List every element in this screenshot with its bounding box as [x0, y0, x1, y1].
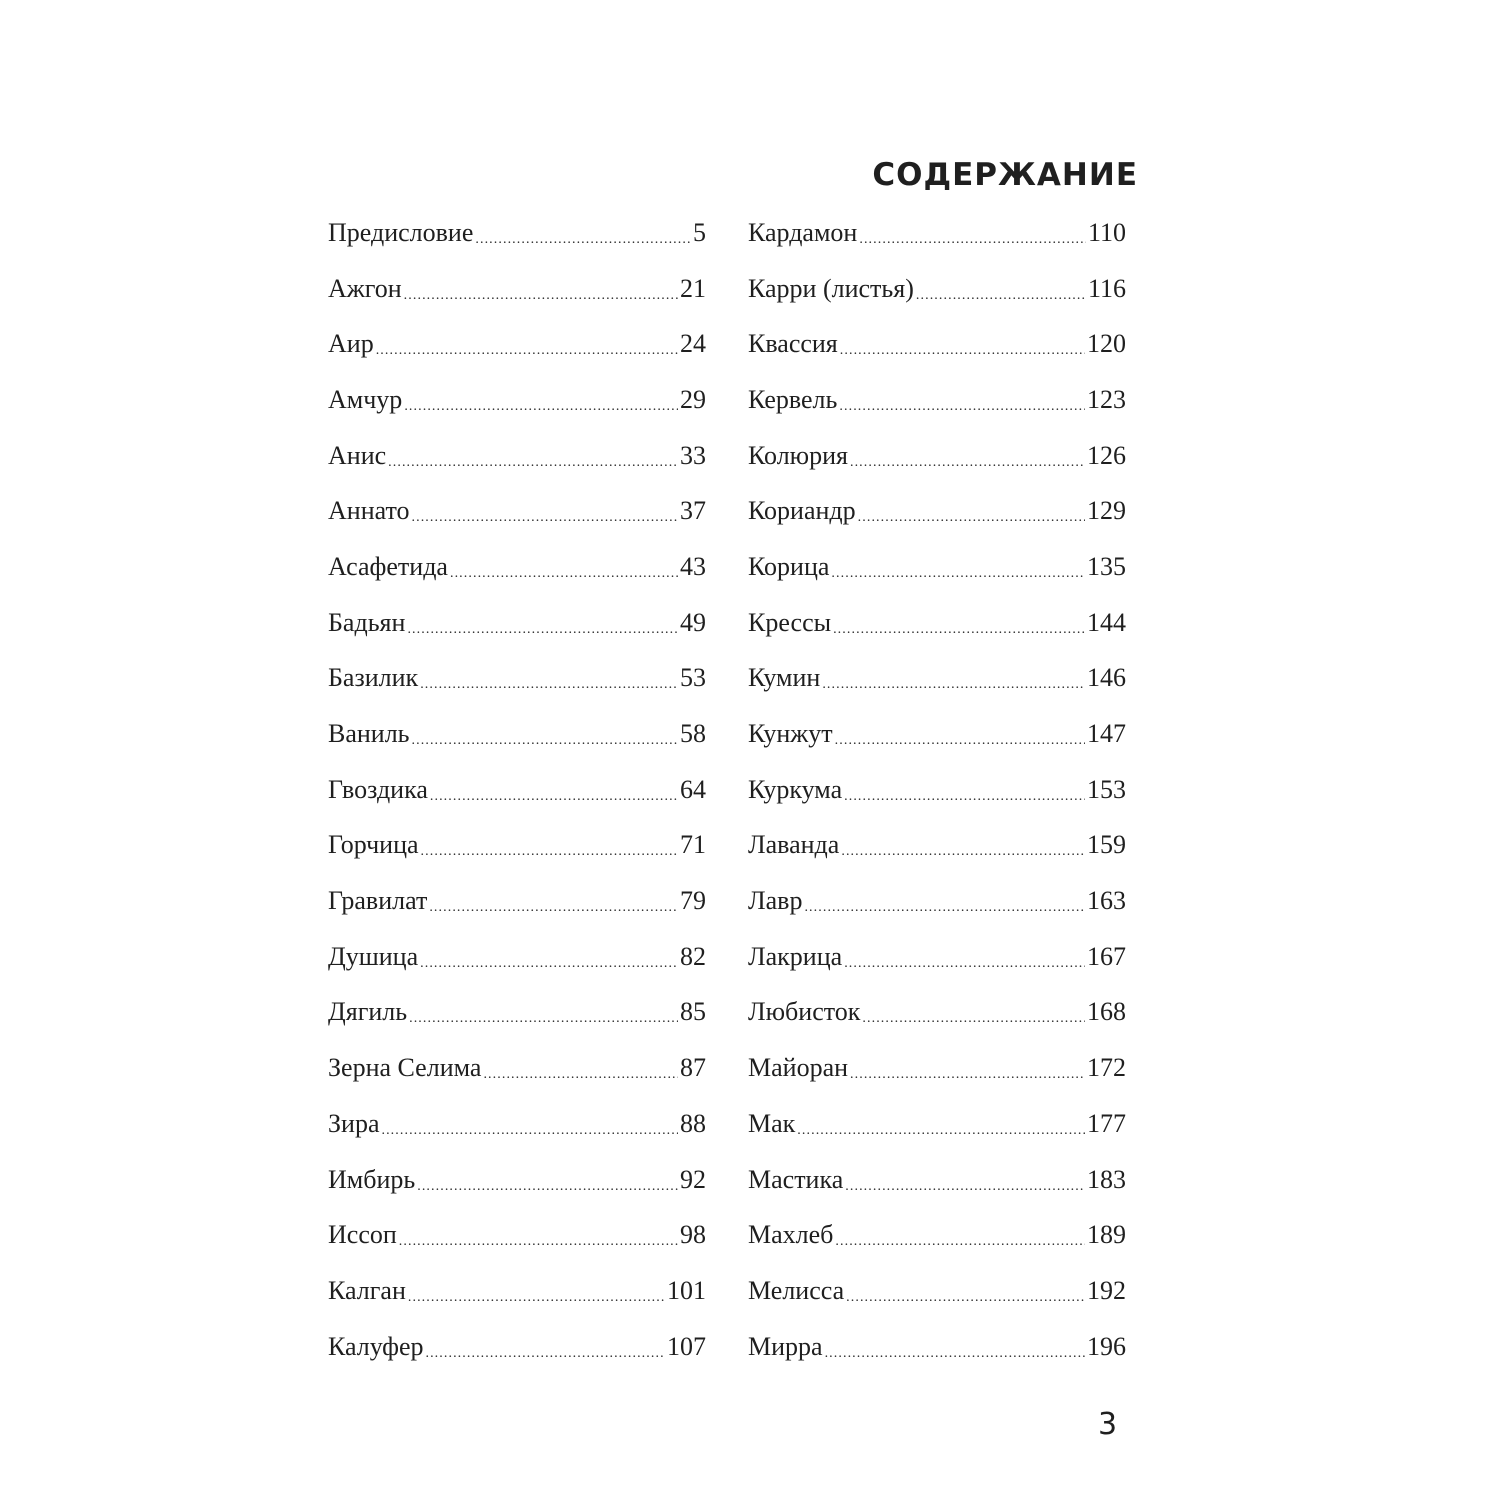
entry-page-number: 146	[1087, 663, 1126, 693]
dot-leader	[409, 999, 678, 1029]
toc-entry[interactable]	[748, 1040, 1126, 1096]
dot-leader	[835, 1222, 1085, 1252]
entry-page-number: 29	[680, 384, 706, 414]
entry-page-number: 98	[680, 1220, 706, 1250]
dot-leader	[862, 999, 1085, 1029]
entry-title: Любисток	[748, 997, 861, 1027]
dot-leader	[376, 331, 678, 361]
dot-leader	[475, 220, 691, 250]
entry-title: Кориандр	[748, 496, 856, 526]
toc-entry[interactable]	[328, 873, 706, 929]
dot-leader	[388, 443, 678, 473]
entry-title: Гвоздика	[328, 774, 428, 804]
dot-leader	[450, 554, 678, 584]
entry-title: Мастика	[748, 1164, 844, 1194]
entry-title: Мелисса	[748, 1275, 845, 1305]
dot-leader	[840, 331, 1085, 361]
entry-page-number: 37	[680, 496, 706, 526]
entry-title: Базилик	[328, 663, 419, 693]
entry-page-number: 177	[1087, 1108, 1126, 1138]
toc-entry[interactable]	[328, 483, 706, 539]
entry-page-number: 153	[1087, 774, 1126, 804]
entry-page-number: 167	[1087, 941, 1126, 971]
toc-entry[interactable]	[328, 1207, 706, 1263]
toc-entry[interactable]	[748, 873, 1126, 929]
toc-entry[interactable]	[748, 316, 1126, 372]
entry-title: Зерна Селима	[328, 1053, 482, 1083]
entry-title: Кервель	[748, 384, 838, 414]
toc-entry[interactable]	[328, 1096, 706, 1152]
entry-title: Квассия	[748, 329, 838, 359]
dot-leader	[381, 1111, 678, 1141]
dot-leader	[412, 498, 679, 528]
entry-title: Аир	[328, 329, 374, 359]
dot-leader	[420, 944, 678, 974]
entry-page-number: 71	[680, 830, 706, 860]
entry-page-number: 123	[1087, 384, 1126, 414]
entry-title: Лавр	[748, 886, 803, 916]
dot-leader	[430, 777, 678, 807]
entry-page-number: 159	[1087, 830, 1126, 860]
dot-leader	[425, 1334, 665, 1364]
dot-leader	[850, 1055, 1085, 1085]
toc-entry[interactable]	[748, 818, 1126, 874]
entry-page-number: 107	[667, 1331, 706, 1361]
toc-entry[interactable]	[748, 261, 1126, 317]
entry-page-number: 183	[1087, 1164, 1126, 1194]
dot-leader	[844, 944, 1085, 974]
dot-leader	[844, 777, 1085, 807]
entry-title: Колюрия	[748, 440, 848, 470]
toc-entry[interactable]	[328, 1263, 706, 1319]
toc-entry[interactable]	[328, 706, 706, 762]
toc-entry[interactable]	[328, 595, 706, 651]
dot-leader	[845, 1167, 1085, 1197]
entry-title: Кардамон	[748, 217, 858, 247]
entry-title: Предисловие	[328, 217, 474, 247]
entry-page-number: 101	[667, 1275, 706, 1305]
entry-title: Лакрица	[748, 941, 843, 971]
entry-page-number: 82	[680, 941, 706, 971]
entry-page-number: 21	[680, 273, 706, 303]
entry-page-number: 168	[1087, 997, 1126, 1027]
toc-entry[interactable]	[328, 428, 706, 484]
toc-entry[interactable]	[748, 539, 1126, 595]
entry-title: Ваниль	[328, 719, 410, 749]
toc-entry[interactable]	[748, 595, 1126, 651]
dot-leader	[483, 1055, 678, 1085]
toc-left-column	[328, 205, 706, 1374]
dot-leader	[797, 1111, 1085, 1141]
entry-title: Кунжут	[748, 719, 833, 749]
entry-page-number: 33	[680, 440, 706, 470]
toc-entry[interactable]	[748, 706, 1126, 762]
dot-leader	[429, 888, 678, 918]
entry-title: Кумин	[748, 663, 821, 693]
toc-entry[interactable]	[748, 1207, 1126, 1263]
dot-leader	[399, 1222, 678, 1252]
toc-entry[interactable]	[328, 1040, 706, 1096]
toc-entry[interactable]	[748, 205, 1126, 261]
page-title: СОДЕРЖАНИЕ	[872, 157, 1138, 193]
entry-title: Амчур	[328, 384, 403, 414]
dot-leader	[846, 1278, 1085, 1308]
entry-title: Асафетида	[328, 551, 448, 581]
entry-title: Карри (листья)	[748, 273, 914, 303]
entry-title: Иссоп	[328, 1220, 397, 1250]
dot-leader	[831, 554, 1085, 584]
toc-entry[interactable]	[328, 651, 706, 707]
entry-page-number: 116	[1087, 273, 1126, 303]
toc-entry[interactable]	[748, 372, 1126, 428]
entry-title: Калуфер	[328, 1331, 424, 1361]
toc-entry[interactable]	[328, 372, 706, 428]
entry-title: Мирра	[748, 1331, 823, 1361]
entry-page-number: 92	[680, 1164, 706, 1194]
entry-title: Майоран	[748, 1053, 849, 1083]
dot-leader	[825, 1334, 1085, 1364]
entry-title: Имбирь	[328, 1164, 416, 1194]
entry-page-number: 64	[680, 774, 706, 804]
entry-title: Лаванда	[748, 830, 840, 860]
entry-title: Гравилат	[328, 886, 428, 916]
entry-page-number: 192	[1087, 1275, 1126, 1305]
toc-entry[interactable]	[328, 1319, 706, 1375]
entry-page-number: 5	[693, 217, 706, 247]
entry-page-number: 53	[680, 663, 706, 693]
toc-entry[interactable]	[748, 1096, 1126, 1152]
dot-leader	[804, 888, 1085, 918]
entry-page-number: 196	[1087, 1331, 1126, 1361]
dot-leader	[417, 1167, 678, 1197]
entry-page-number: 144	[1087, 607, 1126, 637]
toc-right-column	[748, 205, 1126, 1374]
entry-page-number: 79	[680, 886, 706, 916]
dot-leader	[421, 832, 678, 862]
entry-page-number: 189	[1087, 1220, 1126, 1250]
toc-entry[interactable]	[748, 985, 1126, 1041]
toc-entry[interactable]	[328, 261, 706, 317]
entry-page-number: 120	[1087, 329, 1126, 359]
dot-leader	[822, 665, 1085, 695]
dot-leader	[408, 1278, 665, 1308]
entry-page-number: 147	[1087, 719, 1126, 749]
dot-leader	[841, 832, 1085, 862]
entry-title: Корица	[748, 551, 830, 581]
entry-title: Калган	[328, 1275, 406, 1305]
toc-entry[interactable]	[328, 818, 706, 874]
entry-page-number: 135	[1087, 551, 1126, 581]
toc-entry[interactable]	[748, 929, 1126, 985]
dot-leader	[858, 498, 1085, 528]
entry-page-number: 163	[1087, 886, 1126, 916]
toc-entry[interactable]	[748, 762, 1126, 818]
entry-page-number: 110	[1087, 217, 1126, 247]
entry-title: Крессы	[748, 607, 832, 637]
toc-entry[interactable]	[748, 428, 1126, 484]
entry-title: Анис	[328, 440, 387, 470]
entry-page-number: 88	[680, 1108, 706, 1138]
entry-title: Зира	[328, 1108, 380, 1138]
entry-page-number: 43	[680, 551, 706, 581]
toc-entry[interactable]	[748, 651, 1126, 707]
entry-title: Бадьян	[328, 607, 406, 637]
entry-page-number: 172	[1087, 1053, 1126, 1083]
entry-title: Дягиль	[328, 997, 408, 1027]
entry-title: Горчица	[328, 830, 419, 860]
toc-entry[interactable]	[328, 205, 706, 261]
dot-leader	[833, 610, 1085, 640]
entry-page-number: 24	[680, 329, 706, 359]
dot-leader	[404, 276, 678, 306]
toc-entry[interactable]	[748, 483, 1126, 539]
entry-page-number: 126	[1087, 440, 1126, 470]
entry-title: Ажгон	[328, 273, 402, 303]
entry-page-number: 49	[680, 607, 706, 637]
dot-leader	[412, 721, 678, 751]
toc-entry[interactable]	[748, 1319, 1126, 1375]
dot-leader	[850, 443, 1085, 473]
toc-entry[interactable]	[328, 539, 706, 595]
entry-title: Мак	[748, 1108, 796, 1138]
toc-entry[interactable]	[328, 985, 706, 1041]
entry-title: Душица	[328, 941, 419, 971]
toc-entry[interactable]	[328, 929, 706, 985]
toc-entry[interactable]	[328, 1152, 706, 1208]
dot-leader	[916, 276, 1086, 306]
toc-entry[interactable]	[328, 762, 706, 818]
entry-title: Махлеб	[748, 1220, 834, 1250]
entry-page-number: 87	[680, 1053, 706, 1083]
dot-leader	[859, 220, 1086, 250]
entry-title: Куркума	[748, 774, 843, 804]
entry-title: Аннато	[328, 496, 410, 526]
dot-leader	[404, 387, 678, 417]
dot-leader	[835, 721, 1085, 751]
page-number: 3	[1098, 1407, 1118, 1442]
dot-leader	[420, 665, 678, 695]
toc-entry[interactable]	[748, 1263, 1126, 1319]
toc-entry[interactable]	[748, 1152, 1126, 1208]
entry-page-number: 85	[680, 997, 706, 1027]
dot-leader	[407, 610, 678, 640]
toc-entry[interactable]	[328, 316, 706, 372]
entry-page-number: 129	[1087, 496, 1126, 526]
entry-page-number: 58	[680, 719, 706, 749]
dot-leader	[839, 387, 1085, 417]
